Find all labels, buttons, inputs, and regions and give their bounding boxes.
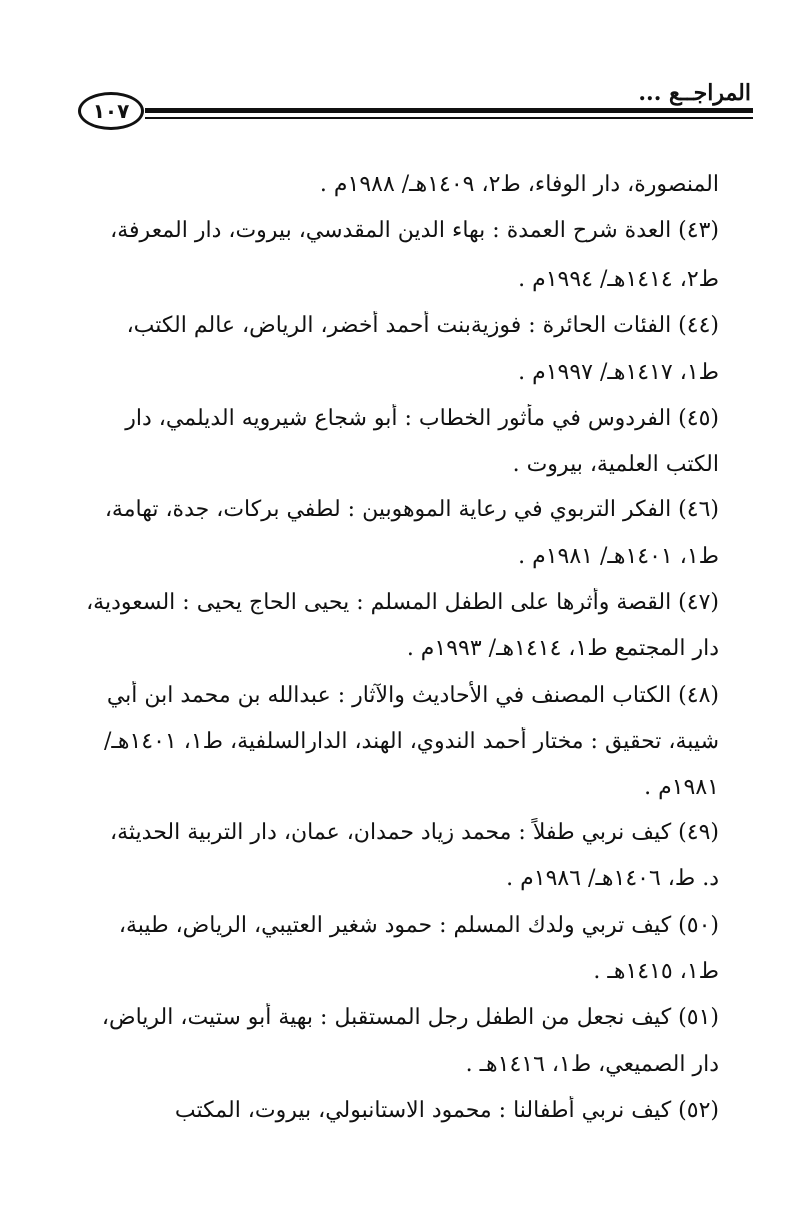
page-number-badge: ١٠٧ [78, 92, 144, 130]
reference-line: (٤٦) الفكر التربوي في رعاية الموهوبين : لطفي بركات، جدة، تهامة، [104, 497, 719, 522]
reference-line: دار المجتمع ط١، ١٤١٤هـ/ ١٩٩٣م . [406, 636, 719, 661]
reference-line: ١٩٨١م . [644, 775, 719, 800]
reference-line: (٥١) كيف نجعل من الطفل رجل المستقبل : بهية أبو ستيت، الرياض، [101, 1005, 719, 1030]
reference-line: ط١، ١٤١٧هـ/ ١٩٩٧م . [518, 360, 719, 385]
reference-line: ط١، ١٤٠١هـ/ ١٩٨١م . [518, 544, 719, 569]
reference-line: (٤٤) الفئات الحائرة : فوزيةبنت أحمد أخضر، الرياض، عالم الكتب، [126, 313, 719, 338]
reference-line: شيبة، تحقيق : مختار أحمد الندوي، الهند، الدارالسلفية، ط١، ١٤٠١هـ/ [103, 729, 719, 754]
reference-line: ط١، ١٤١٥هـ . [593, 959, 719, 984]
reference-line: (٤٥) الفردوس في مأثور الخطاب : أبو شجاع شيرويه الديلمي، دار [125, 406, 719, 431]
reference-line: (٥٠) كيف تربي ولدك المسلم : حمود شغير العتيبي، الرياض، طيبة، [118, 913, 719, 938]
reference-line: د. ط، ١٤٠٦هـ/ ١٩٨٦م . [506, 866, 719, 891]
reference-line: (٤٨) الكتاب المصنف في الأحاديث والآثار : عبدالله بن محمد ابن أبي [106, 683, 719, 708]
reference-line: المنصورة، دار الوفاء، ط٢، ١٤٠٩هـ/ ١٩٨٨م . [319, 172, 719, 197]
reference-line: دار الصميعي، ط١، ١٤١٦هـ . [465, 1052, 719, 1077]
reference-line: (٤٩) كيف نربي طفلاً : محمد زياد حمدان، عمان، دار التربية الحديثة، [110, 820, 719, 845]
reference-line: (٤٧) القصة وأثرها على الطفل المسلم : يحيى الحاج يحيى : السعودية، [86, 590, 719, 615]
header-rule-thick [145, 108, 753, 113]
reference-line: الكتب العلمية، بيروت . [512, 452, 719, 477]
header-rule-thin [145, 117, 753, 119]
reference-line: ط٢، ١٤١٤هـ/ ١٩٩٤م . [518, 267, 719, 292]
reference-line: (٤٣) العدة شرح العمدة : بهاء الدين المقدسي، بيروت، دار المعرفة، [110, 218, 719, 243]
reference-line: (٥٢) كيف نربي أطفالنا : محمود الاستانبولي، بيروت، المكتب [174, 1098, 719, 1123]
running-header-title: المراجــع ... [638, 80, 751, 106]
